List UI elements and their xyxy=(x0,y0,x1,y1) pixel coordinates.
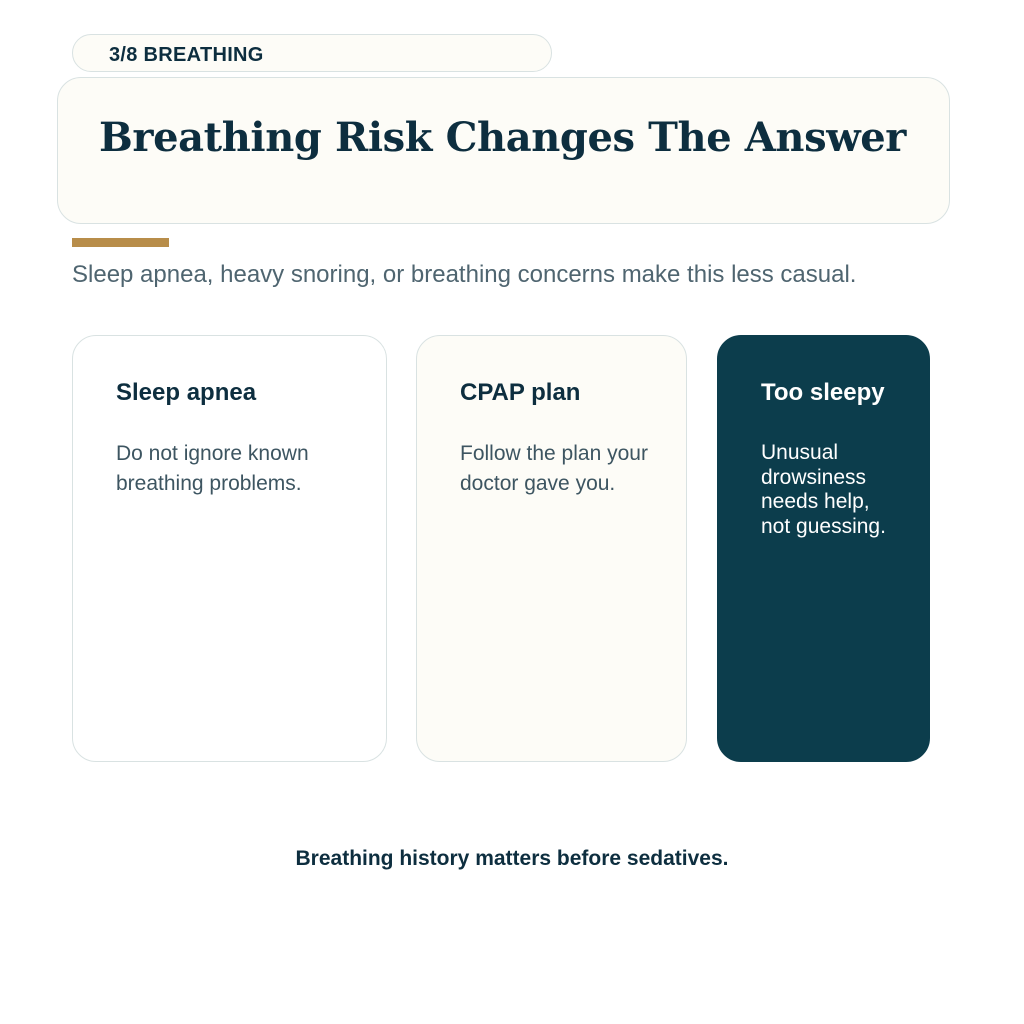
card-sleep-apnea xyxy=(72,335,387,762)
card-body: Unusual drowsiness needs help, not guessing. xyxy=(761,441,886,538)
page-subtitle: Sleep apnea, heavy snoring, or breathing concerns make this less casual. xyxy=(72,261,857,288)
card-title: Sleep apnea xyxy=(116,379,257,406)
card-too-sleepy xyxy=(717,335,930,762)
page-title: Breathing Risk Changes The Answer xyxy=(99,114,906,161)
card-body: Follow the plan your doctor gave you. xyxy=(460,442,648,495)
card-title: CPAP plan xyxy=(460,379,581,406)
card-body: Do not ignore known breathing problems. xyxy=(116,442,309,495)
title-card xyxy=(57,77,950,224)
footer-note: Breathing history matters before sedatives. xyxy=(295,847,729,870)
card-title: Too sleepy xyxy=(761,379,885,406)
step-badge-label: 3/8 BREATHING xyxy=(109,44,264,66)
accent-divider xyxy=(72,238,169,247)
card-cpap-plan xyxy=(416,335,687,762)
step-badge xyxy=(72,34,552,72)
